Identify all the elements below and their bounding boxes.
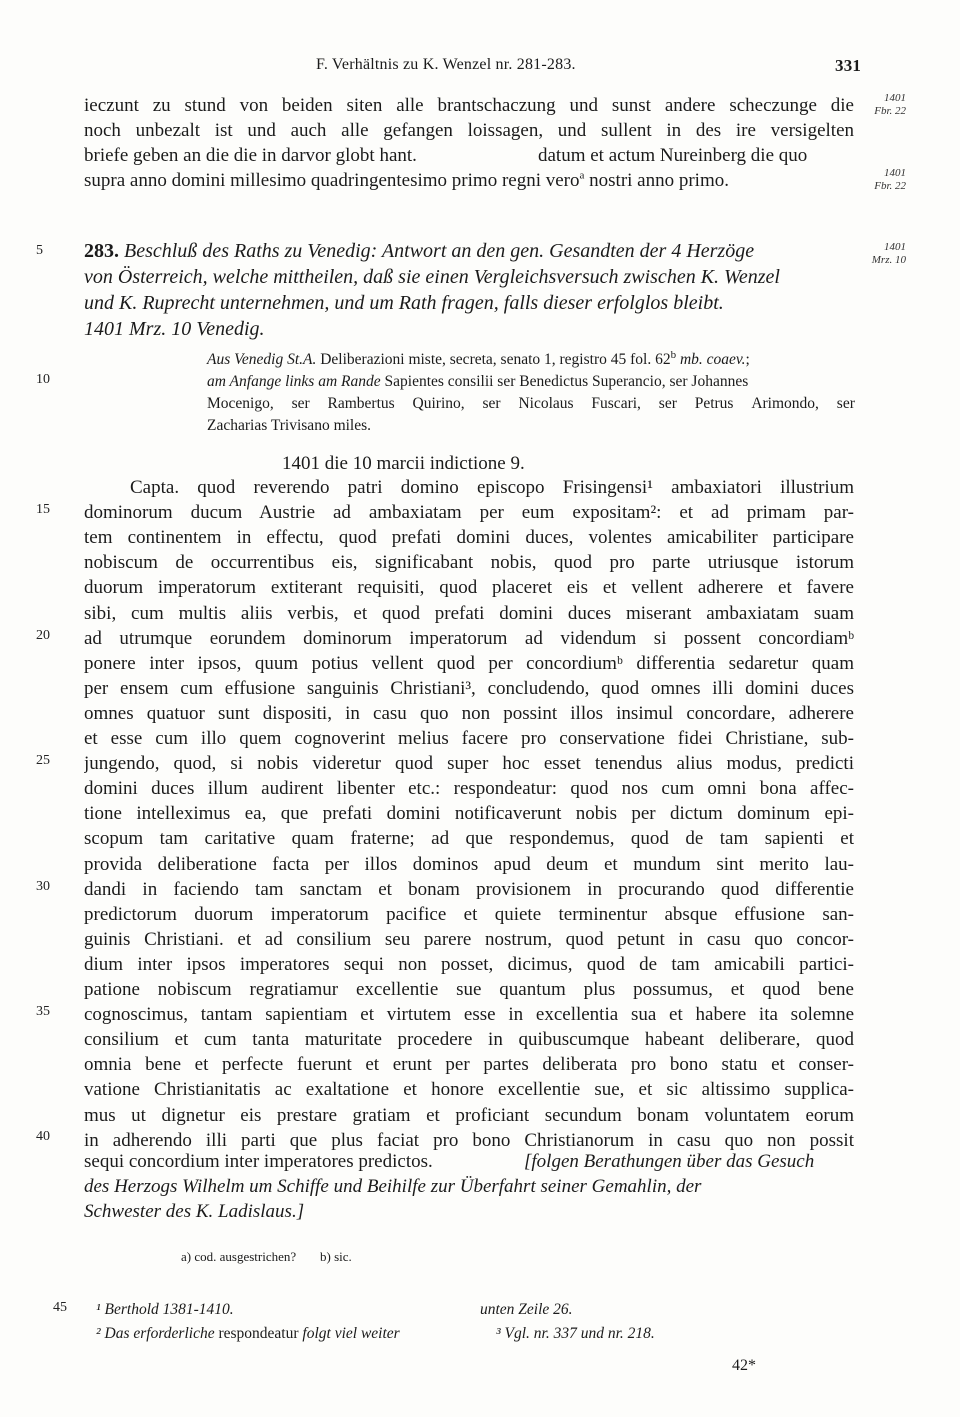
word: unbezalt bbox=[135, 120, 200, 141]
body-line: omnia bene et perfecte fuerunt et erunt per partes deliberata pro bono statu et conser- bbox=[84, 1054, 854, 1075]
doc-heading-line: und K. Ruprecht unternehmen, und um Rath fragen, falls dieser erfolglos bleibt. bbox=[84, 292, 724, 314]
text-line bbox=[84, 119, 854, 143]
word: sunst bbox=[611, 95, 651, 116]
source-line: Zacharias Trivisano miles. bbox=[207, 417, 372, 434]
word: Fuscari, bbox=[591, 395, 641, 412]
line-number: 20 bbox=[36, 628, 50, 643]
margin-date-year: 1401 bbox=[884, 167, 906, 179]
source-line bbox=[207, 371, 748, 393]
body-line: Capta. quod reverendo patri domino episcopo Frisingensi¹ ambaxiatori illustrium bbox=[130, 477, 854, 498]
word: in bbox=[666, 120, 682, 141]
word: Quirino, bbox=[412, 395, 465, 412]
body-line: mus ut dignetur eis prestare gratiam et proficiant secundum bonam voluntatem eorum bbox=[84, 1105, 854, 1126]
word: ser bbox=[658, 395, 677, 412]
line-number: 30 bbox=[36, 879, 50, 894]
word: versigelten bbox=[770, 120, 854, 141]
footnote-2 bbox=[96, 1322, 400, 1346]
body-line: in adherendo illi parti que plus faciat pro bono Christianorum in casu quo non possit bbox=[84, 1130, 854, 1151]
word: ire bbox=[735, 120, 756, 141]
line-number: 35 bbox=[36, 1004, 50, 1019]
body-line: ad utrumque eorundem dominorum imperatorum ad videndum si possent concordiamᵇ bbox=[84, 628, 854, 649]
word: sullent bbox=[601, 120, 652, 141]
source-italic: am Anfange links am Rande bbox=[207, 373, 381, 390]
margin-date-year: 1401 bbox=[884, 241, 906, 253]
margin-date-day: Mrz. 10 bbox=[871, 254, 906, 266]
doc-heading-line: 1401 Mrz. 10 Venedig. bbox=[84, 318, 265, 340]
word: und bbox=[557, 120, 587, 141]
footnote-3: ³ Vgl. nr. 337 und nr. 218. bbox=[496, 1325, 655, 1342]
text-line bbox=[84, 94, 854, 118]
body-line: tem continentem in effectu, quod prefati domini duces, volentes amicabiliter participare bbox=[84, 527, 854, 548]
margin-date-1 bbox=[866, 92, 906, 118]
word: ist bbox=[214, 120, 233, 141]
word: ieczunt bbox=[84, 95, 139, 116]
margin-date-day: Fbr. 22 bbox=[874, 180, 906, 192]
body-line: et esse cum illo quem cognoverint melius facere pro conservatione fidei Christiane, sub- bbox=[84, 728, 854, 749]
body-line: ponere inter ipsos, quum potius vellent quod per concordiumᵇ differentia sedaretur quam bbox=[84, 653, 854, 674]
word: auch bbox=[290, 120, 327, 141]
doc-heading-line bbox=[84, 239, 754, 263]
sheet-signature: 42* bbox=[732, 1357, 756, 1374]
word: brantschaczung bbox=[437, 95, 556, 116]
line-number: 40 bbox=[36, 1129, 50, 1144]
body-line: consilium et cum tanta maturitate procedere in quibuscumque habeant deliberare, quod bbox=[84, 1029, 854, 1050]
word: Petrus bbox=[694, 395, 734, 412]
word: Nicolaus bbox=[518, 395, 574, 412]
body-line: dium inter ipsos imperatores sequi non posset, dicimus, quod de tam amicabili partici- bbox=[84, 954, 854, 975]
margin-date-3 bbox=[866, 241, 906, 267]
text-line: sequi concordium inter imperatores predictos. bbox=[84, 1151, 433, 1172]
word: scheczunge bbox=[729, 95, 817, 116]
body-line: per ensem cum effusione sanguinis Christiani³, concludendo, quod omnes illi domini duces bbox=[84, 678, 854, 699]
text-line-italic: des Herzogs Wilhelm um Schiffe und Beihilfe zur Überfahrt seiner Gemahlin, der bbox=[84, 1176, 702, 1197]
doc-number: 283. bbox=[84, 240, 119, 262]
word: des bbox=[695, 120, 722, 141]
line-number: 45 bbox=[53, 1300, 67, 1315]
body-line: omnes quatuor sunt dispositi, in casu quo non possint illos insimul concordare, adherere bbox=[84, 703, 854, 724]
page-number: 331 bbox=[835, 56, 862, 75]
body-line: predictorum duorum imperatorum pacifice et quiete terminentur absque effusione san- bbox=[84, 904, 854, 925]
line-number: 15 bbox=[36, 502, 50, 517]
source-italic: mb. coaev. bbox=[676, 351, 746, 368]
body-line: tione intelleximus ea, que prefati domini notificaverunt nobis per dictum dominum epi- bbox=[84, 803, 854, 824]
word: und bbox=[569, 95, 599, 116]
body-line: vatione Christianitatis ac exaltatione et honore excellentie sue, et sic altissimo supplica- bbox=[84, 1079, 854, 1100]
text-line bbox=[84, 169, 729, 193]
word: loissagen, bbox=[467, 120, 544, 141]
word: ser bbox=[291, 395, 310, 412]
body-line: provida deliberatione facta per illos dominos apud deum et mundum sint merito lau- bbox=[84, 854, 854, 875]
body-line: patione nobiscum regratiamur excellentie sue quantum plus possumus, et quod bene bbox=[84, 979, 854, 1000]
footnote-text: respondeatur bbox=[214, 1325, 303, 1342]
word: Rambertus bbox=[327, 395, 395, 412]
text-line: datum et actum Nureinberg die quo bbox=[538, 145, 808, 166]
word: noch bbox=[84, 120, 121, 141]
word: gefangen bbox=[383, 120, 453, 141]
dateline: 1401 die 10 marcii indictione 9. bbox=[282, 453, 525, 474]
text-segment: nostri anno primo. bbox=[584, 170, 729, 191]
body-line: cognoscimus, tantam sapientiam et virtutem esse in excellentia sua et habere ita solemne bbox=[84, 1004, 854, 1025]
source-superscript: b bbox=[670, 348, 677, 361]
footnote-italic: ² Das erforderliche bbox=[96, 1325, 215, 1342]
body-line: sibi, cum multis aliis verbis, et quod prefati domini duces miserant ambaxiatam suam bbox=[84, 603, 854, 624]
word: zu bbox=[152, 95, 171, 116]
margin-date-year: 1401 bbox=[884, 92, 906, 104]
body-line: duorum imperatorum extiterant requisiti, quod placeret eis et vellent adherere et favere bbox=[84, 577, 854, 598]
text-line-italic: Schwester des K. Ladislaus.] bbox=[84, 1201, 305, 1222]
source-line bbox=[207, 349, 750, 371]
line-number: 5 bbox=[36, 243, 43, 258]
body-line: dominorum ducum Austrie ad ambaxiatam per eum expositam²: et ad primam par- bbox=[84, 502, 854, 523]
body-line: domini duces illum audirent libenter etc.: respondeatur: quod nos cum omni bona affec- bbox=[84, 778, 854, 799]
word: ser bbox=[836, 395, 855, 412]
doc-heading-text: Beschluß des Raths zu Venedig: Antwort an den gen. Gesandten der 4 Herzöge bbox=[124, 240, 755, 262]
source-italic: Aus Venedig St.A. bbox=[207, 351, 317, 368]
word: die bbox=[830, 95, 854, 116]
text-line-italic: [folgen Berathungen über das Gesuch bbox=[524, 1151, 815, 1172]
word: alle bbox=[341, 120, 369, 141]
word: alle bbox=[396, 95, 424, 116]
word: Mocenigo, bbox=[207, 395, 274, 412]
source-text: Sapientes consilii ser Benedictus Superancio, ser Johannes bbox=[380, 373, 749, 390]
word: siten bbox=[346, 95, 383, 116]
word: und bbox=[247, 120, 276, 141]
margin-date-day: Fbr. 22 bbox=[874, 105, 906, 117]
body-line: guinis Christiani. et ad consilium seu parere nostrum, quod petunt in casu quo concor- bbox=[84, 929, 854, 950]
word: von bbox=[239, 95, 269, 116]
line-number: 25 bbox=[36, 753, 50, 768]
footnote-2-continued: unten Zeile 26. bbox=[480, 1301, 573, 1318]
source-text: Deliberazioni miste, secreta, senato 1, registro 45 fol. 62 bbox=[316, 351, 671, 368]
body-line: dandi in faciendo tam sanctam et bonam provisionem in procurando quod differentie bbox=[84, 879, 854, 900]
text-line: briefe geben an die die in darvor globt hant. bbox=[84, 145, 417, 166]
footnote-1: ¹ Berthold 1381-1410. bbox=[96, 1301, 234, 1318]
margin-date-2 bbox=[866, 167, 906, 193]
apparatus-a: a) cod. ausgestrichen? bbox=[181, 1249, 297, 1264]
body-line: nobiscum de occurrentibus eis, significabant nobis, quod pro parte utriusque istorum bbox=[84, 552, 854, 573]
body-line: jungendo, quod, si nobis videretur quod super hoc esset tenendus alius modus, predicti bbox=[84, 753, 854, 774]
body-line: scopum tam caritative quam fraterne; ad que respondemus, quod de tam sapienti et bbox=[84, 828, 854, 849]
running-title: F. Verhältnis zu K. Wenzel nr. 281-283. bbox=[316, 56, 576, 73]
line-number: 10 bbox=[36, 372, 50, 387]
word: ser bbox=[482, 395, 501, 412]
apparatus-b: b) sic. bbox=[320, 1249, 352, 1264]
apparatus-marker: a bbox=[579, 169, 585, 182]
text-segment: supra anno domini millesimo quadringentesimo primo regni vero bbox=[84, 170, 580, 191]
word: andere bbox=[664, 95, 716, 116]
source-line bbox=[207, 393, 855, 415]
footnote-italic: folgt viel weiter bbox=[302, 1325, 400, 1342]
word: stund bbox=[184, 95, 226, 116]
source-text: ; bbox=[745, 351, 750, 368]
doc-heading-line: von Österreich, welche mittheilen, daß sie einen Vergleichsversuch zwischen K. Wenzel bbox=[84, 266, 780, 288]
word: Arimondo, bbox=[751, 395, 819, 412]
word: beiden bbox=[281, 95, 333, 116]
